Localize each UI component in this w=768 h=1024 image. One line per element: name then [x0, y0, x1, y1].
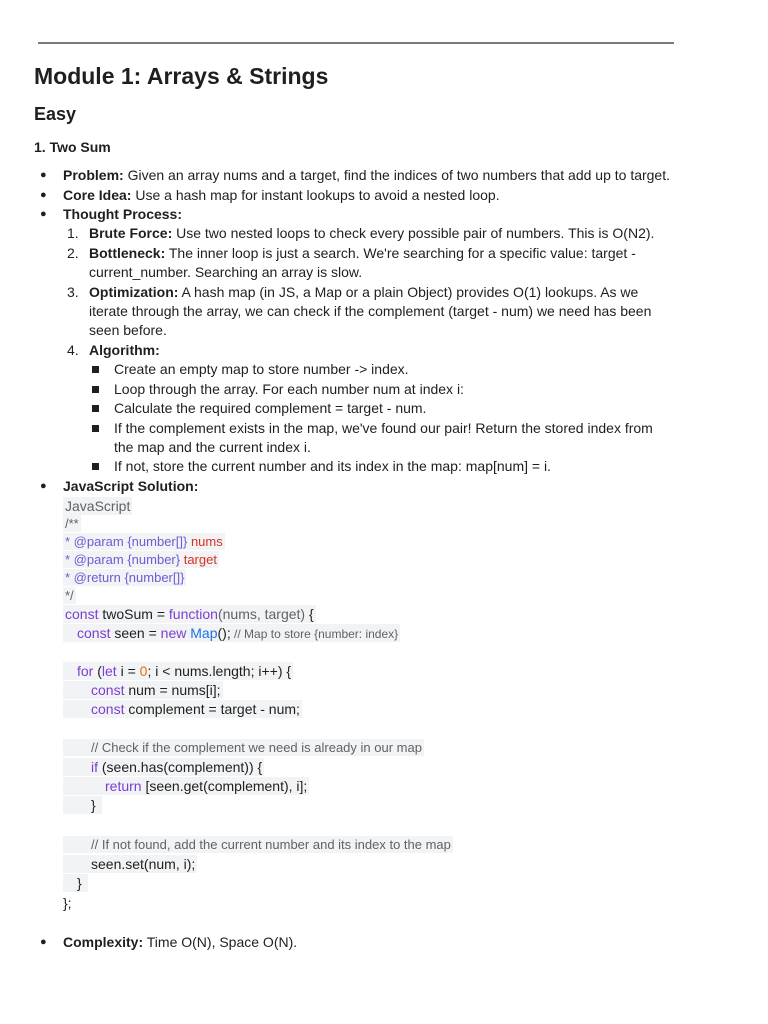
page-title: Module 1: Arrays & Strings: [34, 63, 329, 89]
code-language-label: JavaScript: [65, 498, 131, 514]
code-line: }: [63, 796, 102, 814]
code-comment: // Check if the complement we need is already in our map: [63, 739, 424, 757]
step-number: 1.: [67, 225, 79, 241]
code-line: */: [65, 588, 74, 603]
algorithm-item: If the complement exists in the map, we've found our pair! Return the stored index from: [114, 420, 653, 436]
algorithm-item: Loop through the array. For each number num at index i:: [114, 381, 464, 397]
step-bottleneck-cont: current_number. Searching an array is slow.: [89, 264, 363, 280]
step-bottleneck: Bottleneck: The inner loop is just a search. We're searching for a specific value: target -: [89, 245, 636, 261]
step-number: 2.: [67, 245, 79, 261]
code-line: const seen = new Map(); // Map to store {number: index}: [63, 624, 400, 643]
algorithm-item: Calculate the required complement = target - num.: [114, 400, 427, 416]
square-bullet: [92, 425, 99, 432]
core-idea-line: Core Idea: Use a hash map for instant lookups to avoid a nested loop.: [63, 187, 500, 203]
code-line: const complement = target - num;: [63, 700, 302, 718]
code-line: * @param {number} target: [65, 552, 217, 567]
problem-line: Problem: Given an array nums and a target, find the indices of two numbers that add up to target.: [63, 167, 671, 183]
code-line: const num = nums[i];: [63, 681, 223, 699]
code-comment: // If not found, add the current number and its index to the map: [63, 836, 453, 854]
bullet-dot: ●: [40, 208, 47, 220]
bullet-dot: ●: [40, 189, 47, 201]
code-line: seen.set(num, i);: [63, 855, 197, 873]
square-bullet: [92, 463, 99, 470]
step-optimization-cont: iterate through the array, we can check if the complement (target - num) we need has been: [89, 303, 652, 319]
step-algorithm: Algorithm:: [89, 342, 160, 358]
step-number: 3.: [67, 284, 79, 300]
bullet-dot: ●: [40, 480, 47, 492]
code-line: for (let i = 0; i < nums.length; i++) {: [63, 662, 293, 680]
code-line: return [seen.get(complement), i];: [63, 777, 309, 795]
complexity-line: Complexity: Time O(N), Space O(N).: [63, 934, 298, 950]
solution-line: JavaScript Solution:: [63, 478, 199, 494]
code-line: const twoSum = function(nums, target) {: [65, 606, 314, 622]
problem-heading: 1. Two Sum: [34, 139, 111, 155]
algorithm-item: If not, store the current number and its index in the map: map[num] = i.: [114, 458, 551, 474]
bullet-dot: ●: [40, 936, 47, 948]
code-line: };: [63, 895, 72, 911]
step-optimization: Optimization: A hash map (in JS, a Map or a plain Object) provides O(1) lookups. As we: [89, 284, 639, 300]
square-bullet: [92, 405, 99, 412]
thought-process-line: Thought Process:: [63, 206, 183, 222]
difficulty-heading: Easy: [34, 104, 77, 124]
square-bullet: [92, 386, 99, 393]
code-line: * @return {number[]}: [65, 570, 185, 585]
horizontal-rule: [38, 42, 674, 44]
bullet-dot: ●: [40, 169, 47, 181]
step-optimization-cont: seen before.: [89, 322, 167, 338]
code-line: if (seen.has(complement)) {: [63, 758, 264, 776]
code-line: }: [63, 874, 88, 892]
step-number: 4.: [67, 342, 79, 358]
square-bullet: [92, 366, 99, 373]
algorithm-item-cont: the map and the current index i.: [114, 439, 311, 455]
code-line: /**: [65, 516, 79, 531]
step-brute-force: Brute Force: Use two nested loops to check every possible pair of numbers. This is O(N2).: [89, 225, 655, 241]
algorithm-item: Create an empty map to store number -> index.: [114, 361, 409, 377]
code-line: * @param {number[]} nums: [65, 534, 223, 549]
